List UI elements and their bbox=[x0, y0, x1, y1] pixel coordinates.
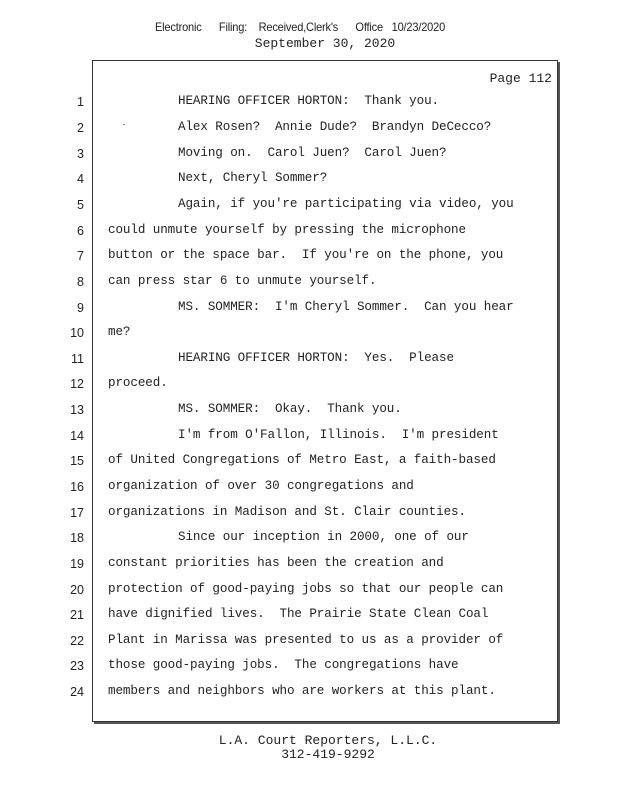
transcript-line: of United Congregations of Metro East, a faith-based bbox=[108, 453, 496, 467]
transcript-line: MS. SOMMER: Okay. Thank you. bbox=[178, 402, 402, 416]
transcript-line: organizations in Madison and St. Clair counties. bbox=[108, 505, 466, 519]
line-number: 15 bbox=[70, 454, 84, 468]
line-number: 17 bbox=[70, 506, 84, 520]
transcript-line: proceed. bbox=[108, 376, 168, 390]
transcript-line: MS. SOMMER: I'm Cheryl Sommer. Can you hear bbox=[178, 300, 514, 314]
transcript-line: could unmute yourself by pressing the microphone bbox=[108, 223, 466, 237]
line-number: 2 bbox=[77, 121, 84, 135]
transcript-line: members and neighbors who are workers at this plant. bbox=[108, 684, 496, 698]
page-number: Page 112 bbox=[489, 71, 552, 86]
transcript-line: Again, if you're participating via video, you bbox=[178, 197, 514, 211]
transcript-line: Since our inception in 2000, one of our bbox=[178, 530, 469, 544]
line-number: 16 bbox=[70, 480, 84, 494]
transcript-line: have dignified lives. The Prairie State Clean Coal bbox=[108, 607, 489, 621]
line-number: 12 bbox=[70, 377, 84, 391]
line-number: 23 bbox=[70, 659, 84, 673]
transcript-line: Plant in Marissa was presented to us as a provider of bbox=[108, 633, 504, 647]
footer-company: L.A. Court Reporters, L.L.C. bbox=[218, 733, 438, 748]
transcript-line: me? bbox=[108, 325, 131, 339]
transcript-line: Alex Rosen? Annie Dude? Brandyn DeCecco? bbox=[178, 120, 492, 134]
transcript-line: button or the space bar. If you're on the phone, you bbox=[108, 248, 504, 262]
transcript-line: protection of good-paying jobs so that our people can bbox=[108, 582, 504, 596]
transcript-line: I'm from O'Fallon, Illinois. I'm president bbox=[178, 428, 499, 442]
footer-phone: 312-419-9292 bbox=[281, 747, 375, 762]
line-number: 8 bbox=[77, 275, 84, 289]
line-number: 5 bbox=[77, 198, 84, 212]
transcript-line: those good-paying jobs. The congregations have bbox=[108, 658, 459, 672]
transcript-line: can press star 6 to unmute yourself. bbox=[108, 274, 377, 288]
line-number: 6 bbox=[77, 224, 84, 238]
line-number: 3 bbox=[77, 147, 84, 161]
line-number: 13 bbox=[70, 403, 84, 417]
transcript-line: organization of over 30 congregations and bbox=[108, 479, 414, 493]
line-number: 24 bbox=[70, 685, 84, 699]
line-number: 11 bbox=[71, 352, 84, 366]
line-number: 10 bbox=[70, 326, 84, 340]
header-date: September 30, 2020 bbox=[254, 36, 396, 51]
line-number: 18 bbox=[70, 531, 84, 545]
transcript-line: HEARING OFFICER HORTON: Thank you. bbox=[178, 94, 440, 108]
line-number: 19 bbox=[70, 557, 84, 571]
transcript-line: HEARING OFFICER HORTON: Yes. Please bbox=[178, 351, 454, 365]
filing-stamp: Electronic Filing: Received,Clerk's Office 10/23/2020 bbox=[154, 20, 446, 34]
line-number: 4 bbox=[77, 172, 84, 186]
stray-mark bbox=[123, 124, 125, 125]
line-number: 1 bbox=[77, 95, 84, 109]
line-number: 9 bbox=[77, 301, 84, 315]
line-number: 21 bbox=[70, 608, 84, 622]
line-number: 7 bbox=[77, 249, 84, 263]
line-number: 14 bbox=[70, 429, 84, 443]
line-number: 22 bbox=[70, 634, 84, 648]
transcript-line: Next, Cheryl Sommer? bbox=[178, 171, 328, 185]
line-number: 20 bbox=[70, 583, 84, 597]
transcript-line: constant priorities has been the creation and bbox=[108, 556, 444, 570]
transcript-line: Moving on. Carol Juen? Carol Juen? bbox=[178, 146, 447, 160]
